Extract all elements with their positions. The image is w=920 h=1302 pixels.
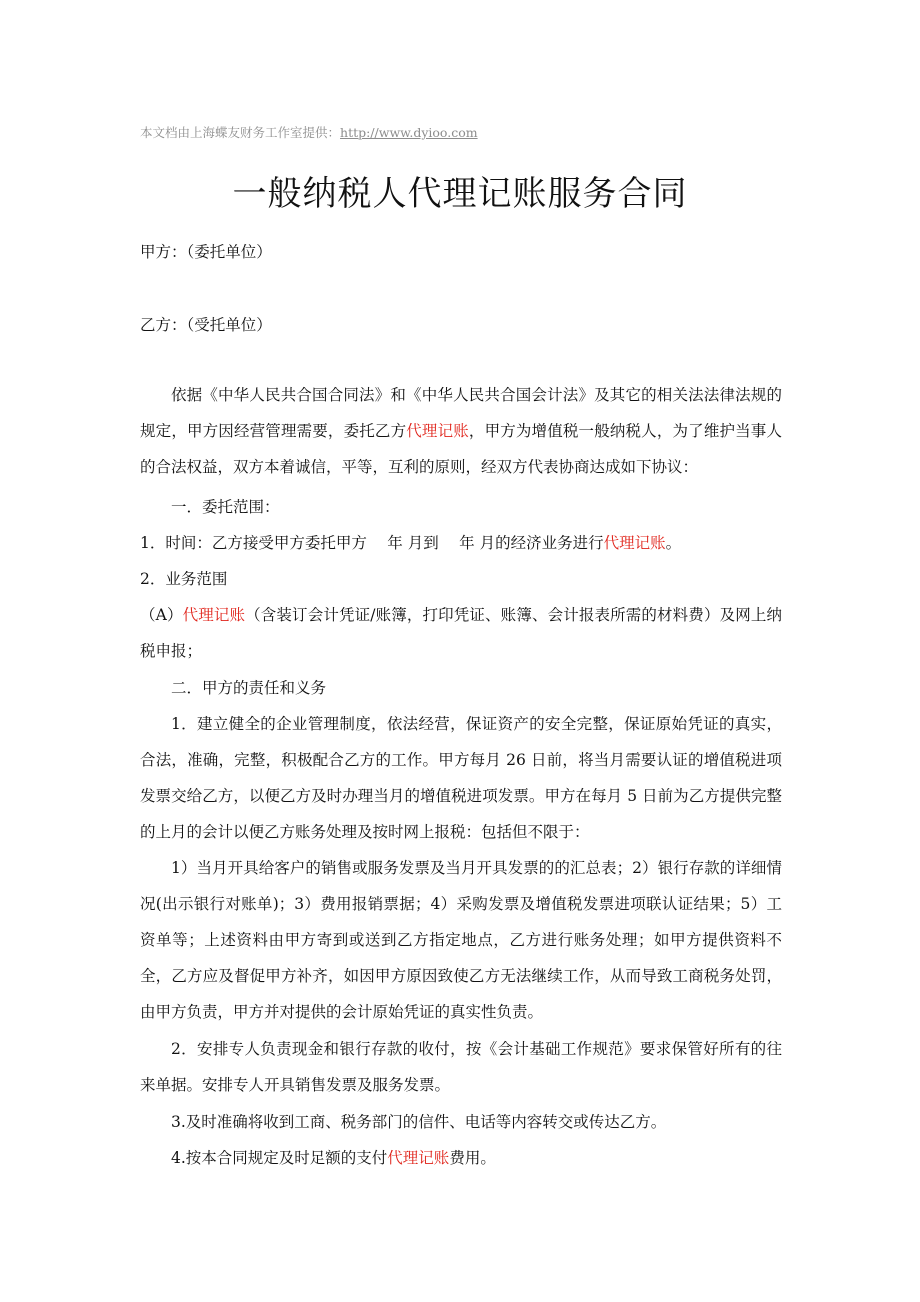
section2-paragraph-2: 1）当月开具给客户的销售或服务发票及当月开具发票的的汇总表；2）银行存款的详细情况(出示银行对账单)；3）费用报销票据；4）采购发票及增值税发票进项联认证结果；5）工资单等；上述资料由甲方寄到或送到乙方指定地点，乙方进行账务处理；如甲方提供资料不全，乙方应及督促甲方补齐，如因甲方原因致使乙方无法继续工作，从而导致工商税务处罚，由甲方负责，甲方并对提供的会计原始凭证的真实性负责。 [140,859,782,1021]
section2-p5-highlight: 代理记账 [387,1149,450,1167]
section2-paragraph-5 [140,1140,782,1176]
section1-item-a-text: （含装订会计凭证/账簿，打印凭证、账簿、会计报表所需的材料费）及网上纳税申报； [140,606,782,660]
section2-p5-text-2: 费用。 [449,1149,496,1167]
section1-item-a [140,597,782,669]
party-a-line: 甲方：（委托单位） [140,243,272,261]
section1-item-a-highlight: 代理记账 [182,606,246,624]
section1-item2: 2．业务范围 [140,570,228,588]
document-title: 一般纳税人代理记账服务合同 [232,174,688,214]
section2-p5-text-1: 4.按本合同规定及时足额的支付 [171,1149,388,1167]
section1-item-a-prefix: （A） [140,606,183,624]
section1-heading: 一．委托范围： [171,498,280,516]
header-note-text: 本文档由上海蝶友财务工作室提供： [140,125,341,140]
section2-paragraph-3: 2．安排专人负责现金和银行存款的收付，按《会计基础工作规范》要求保管好所有的往来单据。安排专人开具销售发票及服务发票。 [140,1040,782,1094]
section1-item1-highlight: 代理记账 [603,534,666,552]
section2-paragraph-1: 1．建立健全的企业管理制度，依法经营，保证资产的安全完整，保证原始凭证的真实，合法，准确，完整，积极配合乙方的工作。甲方每月 26 日前，将当月需要认证的增值税进项发票交给乙方，以便乙方及时办理当月的增值税进项发票。甲方在每月 5 日前为乙方提供完整的上月的会计以便乙方账务处理及按时网上报税：包括但不限于： [140,715,782,841]
party-b-line: 乙方：（受托单位） [140,316,272,334]
intro-paragraph [140,377,782,485]
section1-item1-text-1: 1．时间：乙方接受甲方委托甲方 年 月到 年 月的经济业务进行 [140,534,604,552]
intro-text-2: ，甲方为增值税一般纳税人，为了维护当事人的合法权益，双方本着诚信，平等，互利的原则，经双方代表协商达成如下协议： [140,422,782,476]
section1-item1 [140,525,782,561]
section1-item1-text-2: 。 [665,534,682,552]
header-note-link[interactable]: http://www.dyioo.com [340,125,478,140]
section2-heading: 二．甲方的责任和义务 [171,679,327,697]
header-note [140,123,478,141]
section2-paragraph-4: 3.及时准确将收到工商、税务部门的信件、电话等内容转交或传达乙方。 [171,1113,667,1131]
intro-text-1: 依据《中华人民共合国合同法》和《中华人民共合国会计法》及其它的相关法法律法规的规定，甲方因经营管理需要，委托乙方 [140,386,782,440]
intro-highlight: 代理记账 [406,422,469,440]
